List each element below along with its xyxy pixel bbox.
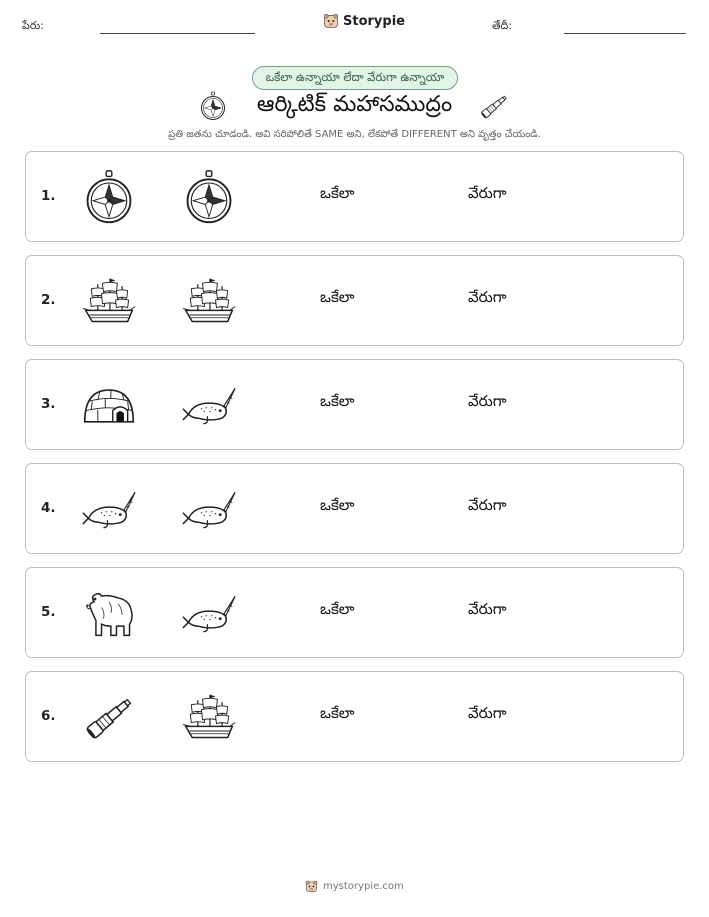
narwhal-icon — [181, 583, 237, 643]
narwhal-icon — [181, 479, 237, 539]
footer — [305, 880, 404, 893]
ship-icon — [181, 687, 237, 747]
instructions: ప్రతి జతను చూడండి. అవి సరిపోలితే SAME అని, లేకపోతే DIFFERENT అని వృత్తం చేయండి. — [168, 129, 541, 140]
question-number: 6. — [41, 708, 56, 724]
title-row — [0, 90, 709, 124]
footer-site: mystorypie.com — [323, 881, 404, 892]
compass-icon — [81, 167, 137, 227]
option-different[interactable]: వేరుగా — [468, 184, 507, 202]
mascot-icon — [323, 13, 339, 29]
question-row — [25, 151, 684, 242]
polar-bear-icon — [81, 583, 137, 643]
brand-name: Storypie — [343, 13, 405, 29]
worksheet-title: ఆర్కిటిక్ మహాసముద్రం — [256, 92, 453, 117]
option-different[interactable]: వేరుగా — [468, 600, 507, 618]
question-number: 2. — [41, 292, 56, 308]
option-same[interactable]: ఒకేలా — [320, 392, 355, 410]
name-field-line[interactable] — [100, 33, 255, 34]
question-row — [25, 567, 684, 658]
ship-icon — [181, 271, 237, 331]
spyglass-icon — [477, 90, 511, 122]
question-number: 1. — [41, 188, 56, 204]
igloo-icon — [81, 375, 137, 435]
option-different[interactable]: వేరుగా — [468, 288, 507, 306]
question-number: 5. — [41, 604, 56, 620]
brand-logo — [323, 13, 405, 29]
option-same[interactable]: ఒకేలా — [320, 184, 355, 202]
worksheet-tag: ఒకేలా ఉన్నాయా లేదా వేరుగా ఉన్నాయా — [252, 66, 458, 90]
mascot-icon — [305, 880, 318, 893]
date-field-line[interactable] — [564, 33, 686, 34]
narwhal-icon — [81, 479, 137, 539]
compass-icon — [181, 167, 237, 227]
date-label: తేదీ: — [492, 19, 513, 32]
spyglass-icon — [81, 687, 137, 747]
option-different[interactable]: వేరుగా — [468, 704, 507, 722]
question-number: 3. — [41, 396, 56, 412]
question-row — [25, 255, 684, 346]
option-different[interactable]: వేరుగా — [468, 496, 507, 514]
name-label: పేరు: — [22, 19, 44, 32]
question-row — [25, 671, 684, 762]
ship-icon — [81, 271, 137, 331]
option-different[interactable]: వేరుగా — [468, 392, 507, 410]
question-row — [25, 359, 684, 450]
option-same[interactable]: ఒకేలా — [320, 600, 355, 618]
question-number: 4. — [41, 500, 56, 516]
option-same[interactable]: ఒకేలా — [320, 496, 355, 514]
option-same[interactable]: ఒకేలా — [320, 288, 355, 306]
question-row — [25, 463, 684, 554]
narwhal-icon — [181, 375, 237, 435]
option-same[interactable]: ఒకేలా — [320, 704, 355, 722]
